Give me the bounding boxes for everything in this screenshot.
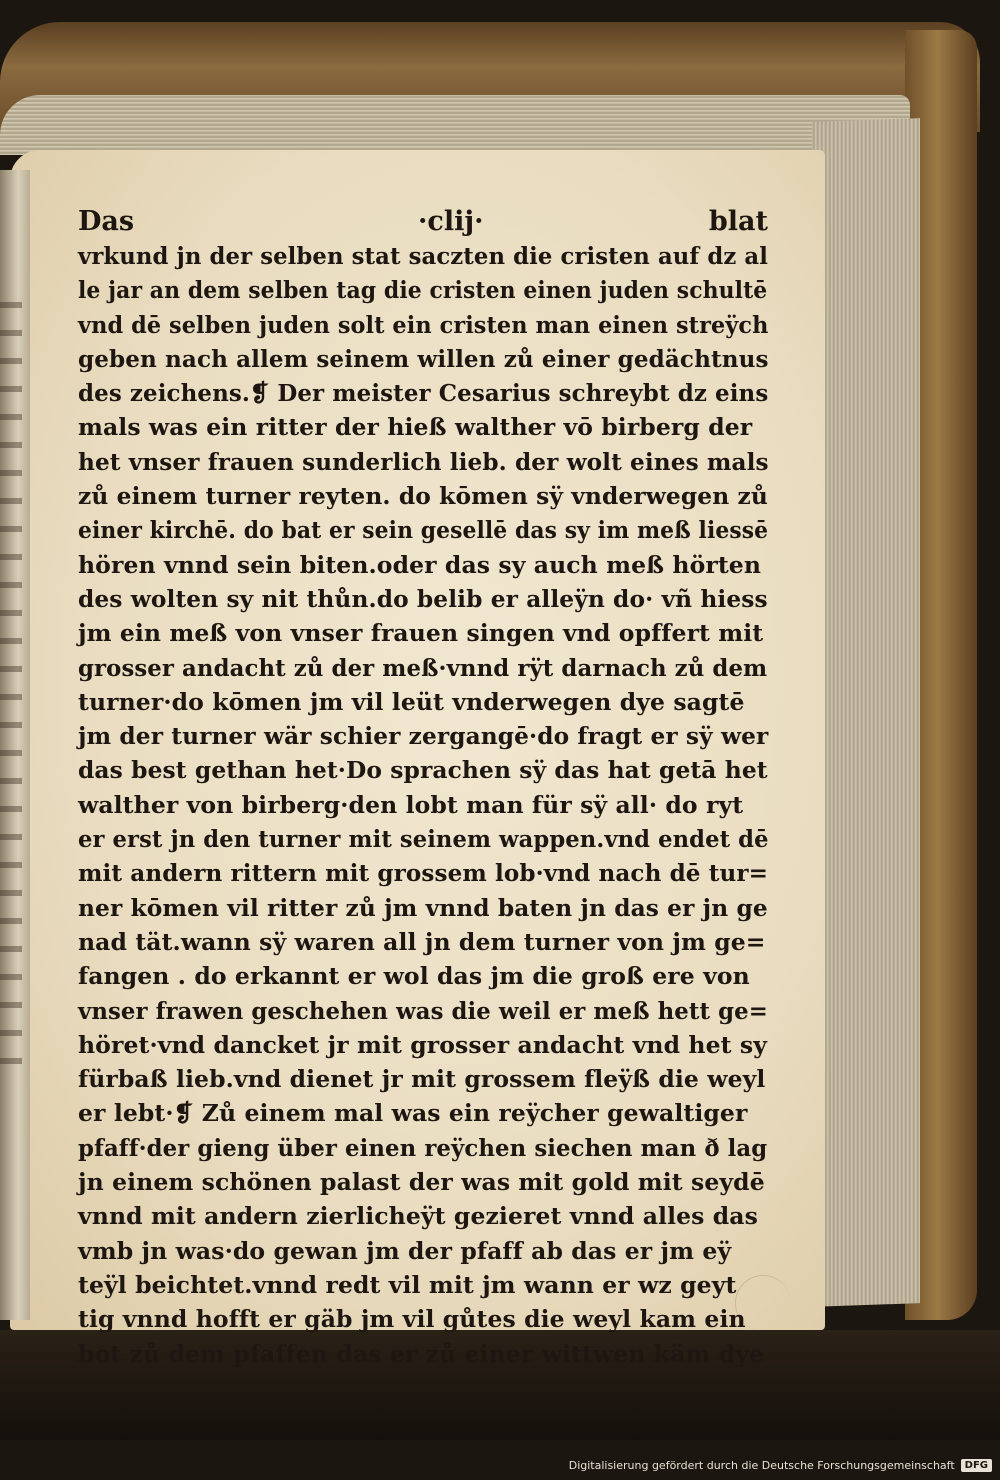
text-line: das best gethan het·Do sprachen sÿ das hat getā het (78, 756, 768, 785)
text-line: einer kirchē. do bat er sein gesellē das sy im meß liessē (78, 516, 769, 545)
text-line: le jar an dem selben tag die cristen einen juden schultē (78, 276, 768, 305)
page-edges-top (0, 95, 910, 155)
text-line: vrkund jn der selben stat saczten die cristen auf dz al (78, 242, 768, 270)
header-right: blat (708, 206, 768, 237)
text-line: ner kōmen vil ritter zů jm vnnd baten jn das er jn ge (78, 893, 768, 922)
text-line: jm ein meß von vnser frauen singen vnd opffert mit (78, 619, 764, 648)
text-line: walther von birberg·den lobt man für sÿ all· do ryt (78, 790, 744, 819)
text-line: jm der turner wär schier zergangē·do fragt er sÿ wer (78, 722, 769, 751)
text-line: bot zů dem pfaffen das er zů einer wittwen käm dye (78, 1339, 764, 1368)
text-line: höret·vnd dancket jr mit grosser andacht vnd het sy (78, 1030, 767, 1059)
header-left: Das (78, 206, 135, 237)
text-line: pfaff·der gieng über einen reÿchen siechen man ð lag (78, 1133, 768, 1162)
text-line: des wolten sy nit thůn.do belib er alleÿn do· vñ hiess (78, 584, 768, 613)
text-line: fangen . do erkannt er wol das jm die groß ere von (78, 962, 750, 991)
text-line: het vnser frauen sunderlich lieb. der wolt eines mals (78, 447, 769, 476)
text-line: vnser frawen geschehen was die weil er meß hett ge= (78, 996, 768, 1025)
digitization-credit (569, 1455, 992, 1475)
text-line: vnd dē selben juden solt ein cristen man einen streÿch (78, 310, 769, 339)
text-line: er erst jn den turner mit seinem wappen.vnd endet dē (78, 825, 769, 854)
text-lines (78, 239, 768, 1371)
text-line: hören vnnd sein biten.oder das sy auch meß hörten (78, 550, 762, 579)
text-line: turner·do kōmen jm vil leüt vnderwegen dye sagtē (78, 687, 745, 716)
text-line: fürbaß lieb.vnd dienet jr mit grossem fleÿß die weyl (78, 1065, 766, 1094)
text-line: vmb jn was·do gewan jm der pfaff ab das er jm eÿ (78, 1236, 732, 1265)
text-line: zů einem turner reyten. do kōmen sÿ vnderwegen zů (78, 482, 768, 511)
text-line: vnnd mit andern zierlicheÿt gezieret vnnd alles das (78, 1202, 758, 1231)
text-line: er lebt·❡ Zů einem mal was ein reÿcher gewaltiger (78, 1099, 748, 1128)
text-line: nad tät.wann sÿ waren all jn dem turner von jm ge= (78, 927, 766, 956)
page-text-block (78, 205, 768, 1371)
text-line: jn einem schönen palast der was mit gold mit seydē (78, 1168, 765, 1197)
text-line: mit andern rittern mit grossem lob·vnd nach dē tur= (78, 859, 769, 888)
previous-page-text-fragment (0, 280, 22, 1080)
text-line: geben nach allem seinem willen zů einer gedächtnus (78, 344, 769, 373)
page-edges-side (812, 118, 920, 1307)
folio-number: ·clij· (418, 206, 484, 237)
text-line: grosser andacht zů der meß·vnnd rÿt darnach zů dem (78, 653, 768, 682)
dfg-logo: DFG (961, 1459, 992, 1472)
running-header (78, 205, 768, 239)
credit-text: Digitalisierung gefördert durch die Deutsche Forschungsgemeinschaft (568, 1458, 955, 1472)
text-line: tig vnnd hofft er gäb jm vil gůtes die weyl kam ein (78, 1305, 746, 1334)
text-line: mals was ein ritter der hieß walther vō birberg der (78, 413, 753, 442)
text-line: des zeichens.❡ Der meister Cesarius schreybt dz eins (78, 379, 769, 408)
text-line: teÿl beichtet.vnnd redt vil mit jm wann er wz geyt (78, 1270, 737, 1299)
